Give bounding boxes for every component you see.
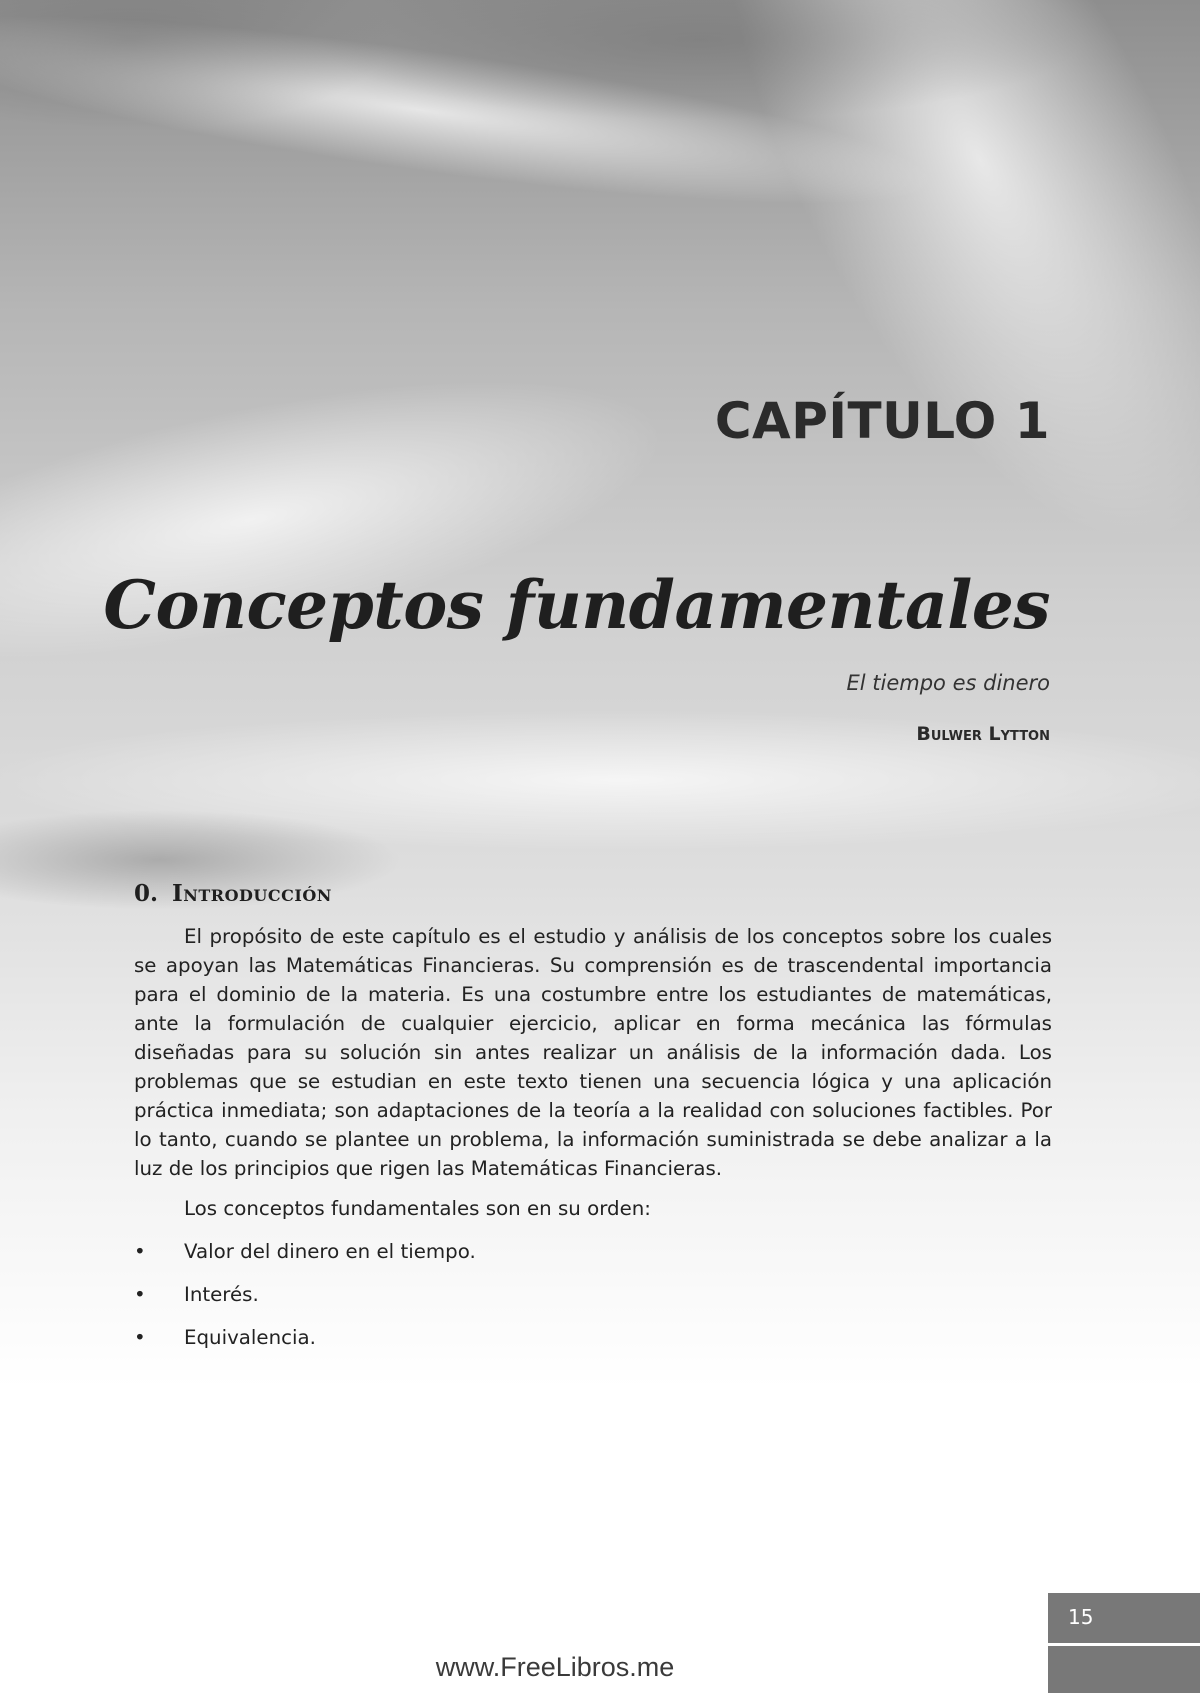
watermark: www.FreeLibros.me [435, 1652, 675, 1682]
page-number-tab [1048, 1593, 1200, 1643]
list-intro: Los conceptos fundamentales son en su orden: [184, 1197, 651, 1220]
intro-paragraph: El propósito de este capítulo es el estudio y análisis de los conceptos sobre los cuales se apoyan las Matemáticas Financieras. Su comprensión es de trascendental importancia para el dominio de la materia. Es una costumbre entre los estudiantes de matemáticas, ante la formulación de cualquier ejercicio, aplicar en forma mecánica las fórmulas diseñadas para su solución sin antes realizar un análisis de la información dada. Los problemas que se estudian en este texto tienen una secuencia lógica y una aplicación práctica inmediata; son adaptaciones de la teoría a la realidad con soluciones factibles. Por lo tanto, cuando se plantee un problema, la información suministrada se debe analizar a la luz de los principios que rigen las Matemáticas Financieras. [134, 925, 1052, 1180]
intro-paragraph-block [134, 922, 1052, 1183]
section-title: Introducción [172, 880, 332, 907]
epigraph-author: Bulwer Lytton [916, 723, 1050, 745]
list-item-text: Valor del dinero en el tiempo. [184, 1240, 476, 1263]
concepts-list [134, 1240, 476, 1369]
chapter-label: CAPÍTULO 1 [714, 392, 1050, 450]
list-item [134, 1283, 476, 1326]
bullet-icon: • [134, 1283, 146, 1306]
page-number: 15 [1068, 1605, 1094, 1629]
list-item [134, 1240, 476, 1283]
chapter-title: Conceptos fundamentales [103, 566, 1050, 644]
bullet-icon: • [134, 1240, 146, 1263]
list-item-text: Interés. [184, 1283, 259, 1306]
section-number: 0. [134, 880, 159, 907]
epigraph-quote: El tiempo es dinero [846, 671, 1050, 695]
bullet-icon: • [134, 1326, 146, 1349]
list-item-text: Equivalencia. [184, 1326, 316, 1349]
section-heading [134, 880, 332, 907]
list-item [134, 1326, 476, 1369]
